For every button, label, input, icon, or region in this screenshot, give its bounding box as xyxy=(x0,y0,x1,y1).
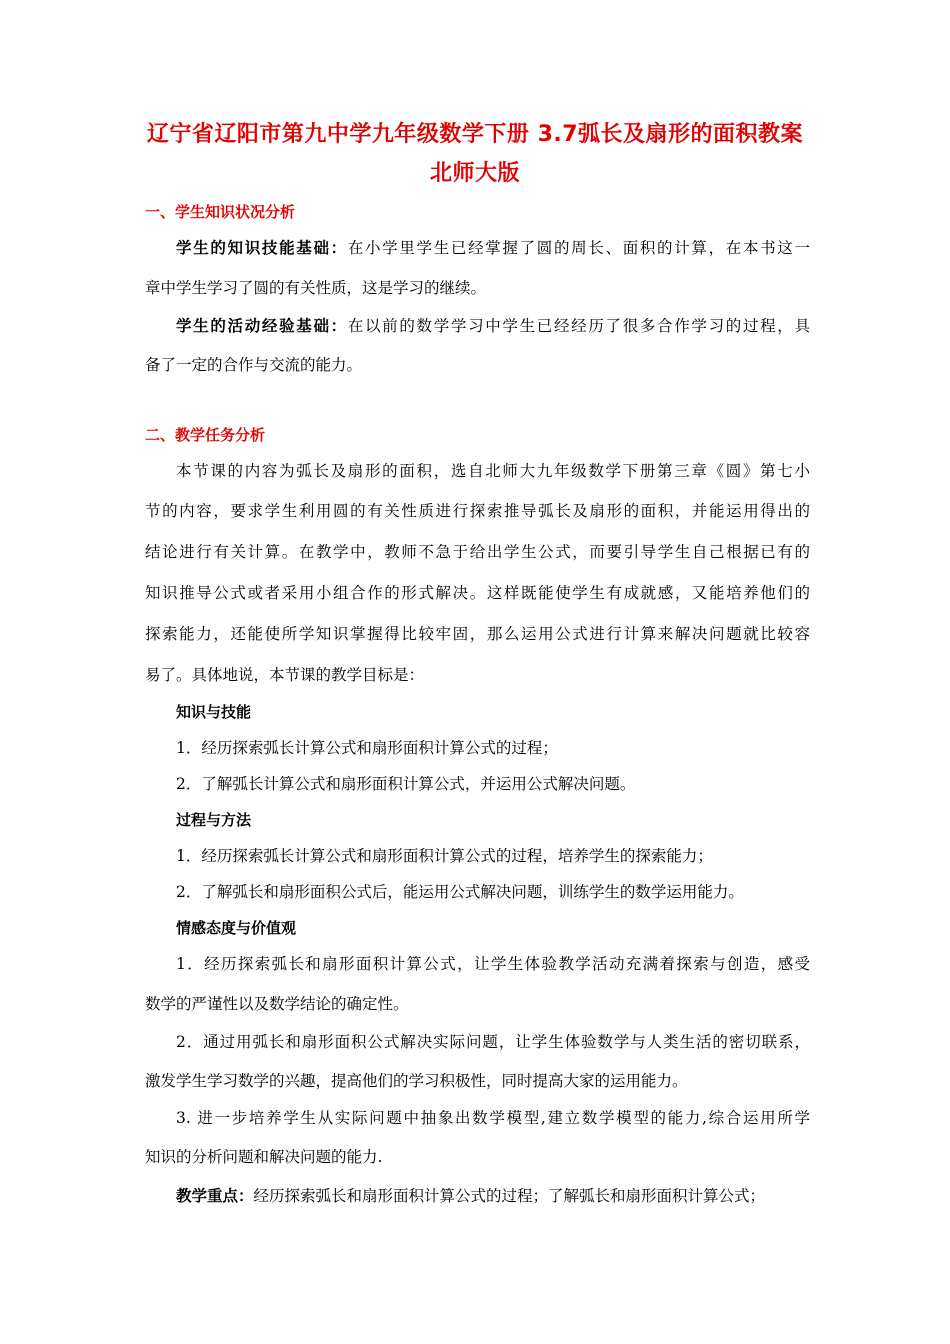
list-item: 2．了解弧长计算公式和扇形面积计算公式，并运用公式解决问题。 xyxy=(176,775,636,793)
section1-paragraph1-line2: 章中学生学习了圆的有关性质，这是学习的继续。 xyxy=(145,279,487,297)
emotion-item1-line2: 数学的严谨性以及数学结论的确定性。 xyxy=(145,995,409,1013)
intro-line: 结论进行有关计算。在教学中，教师不急于给出学生公式，而要引导学生自己根据已有的 xyxy=(145,543,810,561)
emotion-item2-line2: 激发学生学习数学的兴趣，提高他们的学习积极性，同时提高大家的运用能力。 xyxy=(145,1072,688,1090)
emotion-item3-line1: 3. 进一步培养学生从实际问题中抽象出数学模型,建立数学模型的能力,综合运用所学 xyxy=(176,1109,810,1127)
activity-experience-basis-label: 学生的活动经验基础： xyxy=(176,317,348,335)
intro-line: 探索能力，还能使所学知识掌握得比较牢固，那么运用公式进行计算来解决问题就比较容 xyxy=(145,625,810,643)
section1-paragraph2-line2: 备了一定的合作与交流的能力。 xyxy=(145,356,363,374)
list-item: 2．了解弧长和扇形面积公式后，能运用公式解决问题，训练学生的数学运用能力。 xyxy=(176,883,744,901)
section1-paragraph1-line1: 学生的知识技能基础：在小学里学生已经掌握了圆的周长、面积的计算，在本书这一 xyxy=(176,239,810,257)
emotion-item1-line1: 1．经历探索弧长和扇形面积计算公式，让学生体验教学活动充满着探索与创造，感受 xyxy=(176,955,810,973)
list-item: 1．经历探索弧长计算公式和扇形面积计算公式的过程； xyxy=(176,739,558,757)
knowledge-skill-heading: 知识与技能 xyxy=(176,703,252,721)
document-title-line1: 辽宁省辽阳市第九中学九年级数学下册 3.7弧长及扇形的面积教案 xyxy=(146,122,804,147)
teaching-focus-label: 教学重点： xyxy=(176,1187,254,1205)
document-title-line2: 北师大版 xyxy=(429,161,520,186)
emotion-item3-line2: 知识的分析问题和解决问题的能力. xyxy=(145,1148,383,1166)
intro-line: 本节课的内容为弧长及扇形的面积，选自北师大九年级数学下册第三章《圆》第七小 xyxy=(176,462,810,480)
list-item: 1．经历探索弧长计算公式和扇形面积计算公式的过程，培养学生的探索能力； xyxy=(176,847,713,865)
teaching-focus: 教学重点：经历探索弧长和扇形面积计算公式的过程；了解弧长和扇形面积计算公式； xyxy=(176,1187,766,1205)
section1-paragraph2-line1: 学生的活动经验基础：在以前的数学学习中学生已经经历了很多合作学习的过程，具 xyxy=(176,317,810,335)
section1-heading: 一、学生知识状况分析 xyxy=(145,203,296,221)
intro-line: 易了。具体地说，本节课的教学目标是： xyxy=(145,666,425,684)
intro-line: 知识推导公式或者采用小组合作的形式解决。这样既能使学生有成就感，又能培养他们的 xyxy=(145,584,810,602)
knowledge-skill-basis-label: 学生的知识技能基础： xyxy=(176,239,348,257)
intro-line: 节的内容，要求学生利用圆的有关性质进行探索推导弧长及扇形的面积，并能运用得出的 xyxy=(145,502,810,520)
emotion-item2-line1: 2．通过用弧长和扇形面积公式解决实际问题，让学生体验数学与人类生活的密切联系， xyxy=(176,1033,810,1051)
section2-heading: 二、教学任务分析 xyxy=(145,426,266,444)
process-method-heading: 过程与方法 xyxy=(176,811,252,829)
emotion-value-heading: 情感态度与价值观 xyxy=(176,919,297,937)
